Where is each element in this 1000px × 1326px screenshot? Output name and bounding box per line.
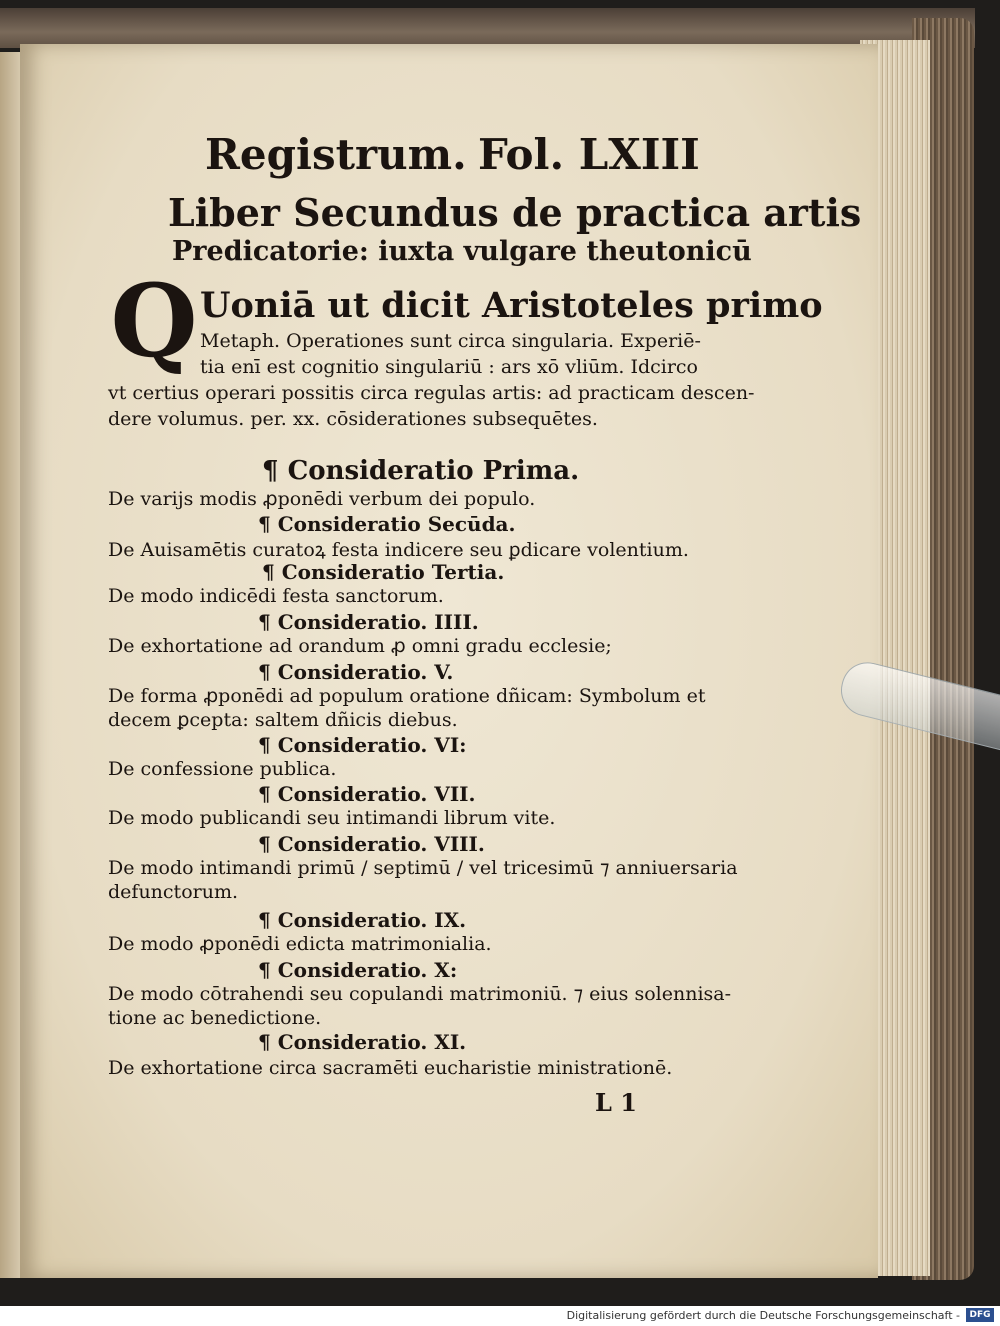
book-title-line-1: Liber Secundus de practica artis <box>168 190 862 235</box>
consideration-heading: ¶ Consideratio Tertia. <box>262 560 505 584</box>
consideration-text: tione ac benedictione. <box>108 1007 322 1029</box>
book-title-line-2: Predicatorie: iuxta vulgare theutonicū <box>172 236 752 267</box>
consideration-text: De modo indicēdi festa sanctorum. <box>108 585 444 607</box>
consideration-text: De exhortatione circa sacramēti eucharistie ministrationē. <box>108 1057 673 1079</box>
consideration-text: De modo cōtrahendi seu copulandi matrimoniū. ⁊ eius solennisa- <box>108 983 732 1005</box>
consideration-text: decem ꝑcepta: saltem dñicis diebus. <box>108 709 458 731</box>
consideration-heading: ¶ Consideratio. VI: <box>258 733 467 757</box>
consideration-heading: ¶ Consideratio. IIII. <box>258 610 479 634</box>
consideration-heading: ¶ Consideratio. X: <box>258 958 458 982</box>
consideration-text: De modo ꝓponēdi edicta matrimonialia. <box>108 933 492 955</box>
consideration-text: De Auisamētis curatoꝝ festa indicere seu ꝑdicare volentium. <box>108 539 689 561</box>
decorated-initial: Q <box>110 262 198 380</box>
consideration-text: De exhortatione ad orandum ꝓ omni gradu ecclesie; <box>108 635 612 657</box>
consideration-heading: ¶ Consideratio Prima. <box>262 456 580 486</box>
consideration-heading: ¶ Consideratio. VII. <box>258 782 476 806</box>
consideration-text: De modo intimandi primū / septimū / vel tricesimū ⁊ anniuersaria <box>108 857 738 879</box>
consideration-text: De modo publicandi seu intimandi librum vite. <box>108 807 556 829</box>
intro-line-3: tia enī est cognitio singulariū : ars xō vliūm. Idcirco <box>200 356 698 378</box>
intro-line-5: dere volumus. per. xx. cōsiderationes subsequētes. <box>108 408 598 430</box>
consideration-text: De varijs modis ꝓponēdi verbum dei populo. <box>108 488 536 510</box>
consideration-text: De confessione publica. <box>108 758 337 780</box>
running-title: Registrum. <box>205 130 467 179</box>
consideration-text: defunctorum. <box>108 881 239 903</box>
facing-page-edge <box>0 52 22 1278</box>
intro-line-1: Uoniā ut dicit Aristoteles primo <box>200 285 823 326</box>
consideration-heading: ¶ Consideratio. VIII. <box>258 832 485 856</box>
funding-credit: Digitalisierung gefördert durch die Deutsche Forschungsgemeinschaft - <box>566 1309 960 1322</box>
folio-number: Fol. LXIII <box>478 130 700 179</box>
consideration-heading: ¶ Consideratio. V. <box>258 660 454 684</box>
intro-line-4: vt certius operari possitis circa regulas artis: ad practicam descen- <box>108 382 755 404</box>
signature-mark: L 1 <box>595 1088 637 1117</box>
consideration-heading: ¶ Consideratio. IX. <box>258 908 467 932</box>
consideration-heading: ¶ Consideratio. XI. <box>258 1030 467 1054</box>
dfg-logo: DFG <box>966 1308 994 1322</box>
consideration-text: De forma ꝓponēdi ad populum oratione dñicam: Symbolum et <box>108 685 706 707</box>
book-cover-top <box>0 8 975 48</box>
intro-line-2: Metaph. Operationes sunt circa singularia. Experiē- <box>200 330 701 352</box>
consideration-heading: ¶ Consideratio Secūda. <box>258 512 516 536</box>
